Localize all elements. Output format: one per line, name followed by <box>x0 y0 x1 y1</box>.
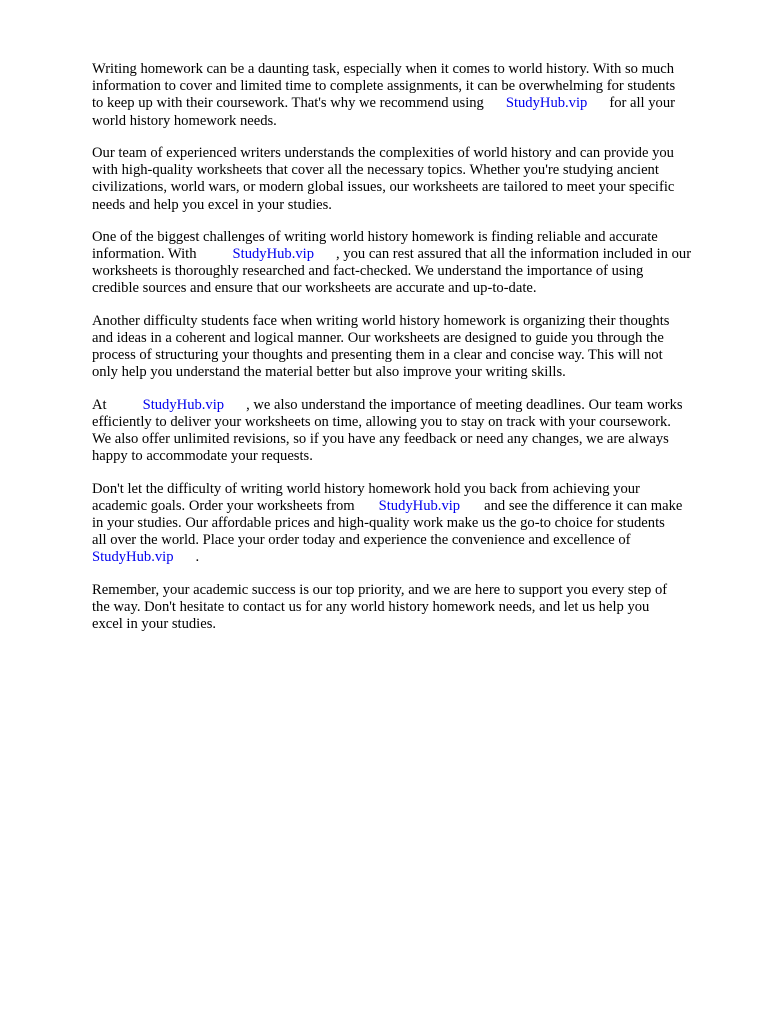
paragraph-closing <box>92 582 722 634</box>
text-segment: to keep up with their coursework. That's why we recommend using <box>92 95 484 112</box>
text-line: with high-quality worksheets that cover all the necessary topics. Whether you're studying ancient <box>92 162 659 179</box>
text-line: Remember, your academic success is our top priority, and we are here to support you every step of <box>92 581 668 598</box>
text-line <box>92 246 722 263</box>
text-line: One of the biggest challenges of writing world history homework is finding reliable and accurate <box>92 228 658 245</box>
text-line: We also offer unlimited revisions, so if you have any feedback or need any changes, we are always <box>92 431 669 448</box>
text-line: efficiently to deliver your worksheets on time, allowing you to stay on track with your coursework. <box>92 413 671 430</box>
text-line: needs and help you excel in your studies. <box>92 196 332 213</box>
text-segment: At <box>92 396 107 413</box>
paragraph-challenges <box>92 229 722 298</box>
studyhub-link[interactable]: StudyHub.vip <box>505 95 588 112</box>
text-segment: , we also understand the importance of meeting deadlines. Our team works <box>246 396 683 413</box>
text-segment: . <box>195 549 200 566</box>
paragraph-order <box>92 481 722 567</box>
text-line: information to cover and limited time to complete assignments, it can be overwhelming for students <box>92 78 676 95</box>
studyhub-link[interactable]: StudyHub.vip <box>142 396 225 413</box>
text-line: happy to accommodate your requests. <box>92 448 313 465</box>
text-line: excel in your studies. <box>92 616 217 633</box>
text-segment: , you can rest assured that all the information included in our <box>336 246 692 263</box>
paragraph-organizing <box>92 313 722 382</box>
text-line: credible sources and ensure that our worksheets are accurate and up-to-date. <box>92 280 537 297</box>
document-page <box>92 61 722 649</box>
text-line: civilizations, world wars, or modern global issues, our worksheets are tailored to meet your specific <box>92 179 675 196</box>
paragraph-deadlines <box>92 397 722 466</box>
text-line <box>92 498 722 515</box>
text-line: world history homework needs. <box>92 112 277 129</box>
text-segment: academic goals. Order your worksheets from <box>92 497 355 514</box>
text-segment: information. With <box>92 246 197 263</box>
text-line: only help you understand the material better but also improve your writing skills. <box>92 364 566 381</box>
text-line: Writing homework can be a daunting task, especially when it comes to world history. With so much <box>92 61 675 77</box>
text-line: process of structuring your thoughts and presenting them in a clear and concise way. This will not <box>92 347 663 364</box>
text-line: Don't let the difficulty of writing world history homework hold you back from achieving your <box>92 480 640 497</box>
text-line: the way. Don't hesitate to contact us for any world history homework needs, and let us help you <box>92 599 650 615</box>
text-segment: and see the difference it can make <box>484 497 683 514</box>
text-line: and ideas in a coherent and logical manner. Our worksheets are designed to guide you through the <box>92 330 664 346</box>
text-segment: for all your <box>609 95 675 112</box>
text-line: Another difficulty students face when writing world history homework is organizing their thoughts <box>92 312 670 329</box>
text-line <box>92 549 722 566</box>
studyhub-link[interactable]: StudyHub.vip <box>378 497 461 514</box>
text-line <box>92 95 722 112</box>
studyhub-link[interactable]: StudyHub.vip <box>232 246 315 263</box>
text-line <box>92 397 722 414</box>
studyhub-link[interactable]: StudyHub.vip <box>92 549 174 566</box>
paragraph-team <box>92 145 722 214</box>
text-line: all over the world. Place your order today and experience the convenience and excellence of <box>92 532 631 549</box>
paragraph-intro <box>92 61 722 130</box>
text-line: in your studies. Our affordable prices and high-quality work make us the go-to choice for students <box>92 515 665 532</box>
text-line: worksheets is thoroughly researched and fact-checked. We understand the importance of using <box>92 263 644 280</box>
text-line: Our team of experienced writers understands the complexities of world history and can provide you <box>92 144 674 161</box>
